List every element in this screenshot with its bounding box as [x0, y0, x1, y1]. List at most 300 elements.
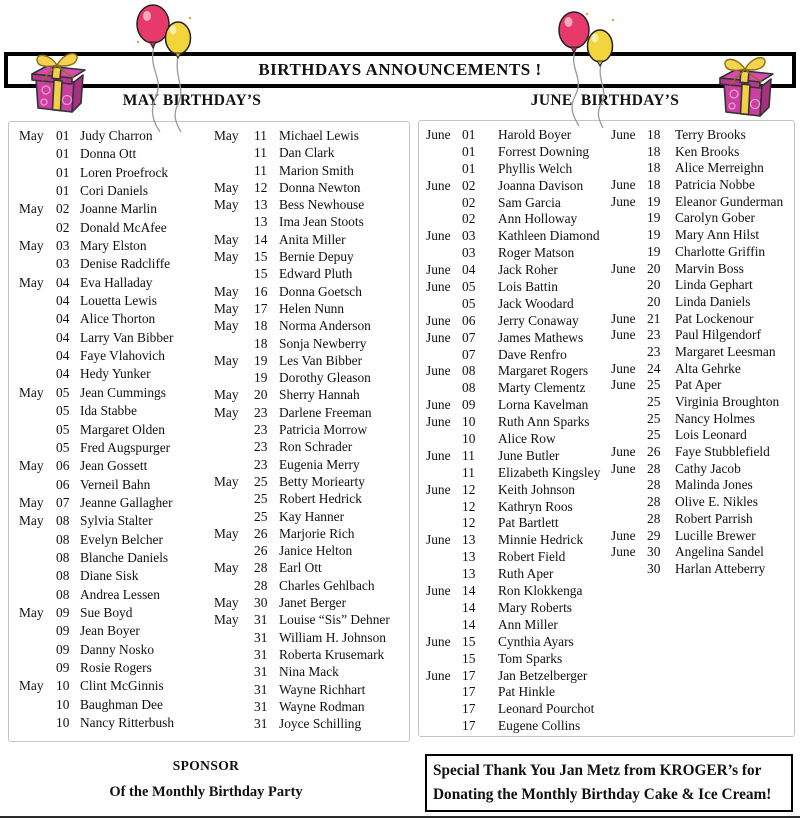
birthday-row — [19, 256, 211, 274]
day-number: 04 — [56, 274, 70, 290]
person-name: Eva Halladay — [80, 274, 153, 290]
month-label: May — [19, 458, 44, 474]
month-label: May — [19, 678, 44, 694]
person-name: Virginia Broughton — [675, 394, 780, 409]
person-name: Nina Mack — [279, 664, 339, 680]
day-number: 20 — [647, 293, 661, 309]
day-number: 04 — [56, 311, 70, 327]
month-label: June — [426, 127, 451, 142]
person-name: Jan Betzelberger — [498, 667, 588, 683]
birthday-row — [611, 144, 793, 161]
day-number: 18 — [254, 318, 268, 334]
person-name: Carolyn Gober — [675, 210, 755, 226]
day-number: 04 — [56, 348, 70, 364]
day-number: 28 — [647, 510, 661, 526]
birthday-row — [426, 144, 612, 161]
birthday-row — [611, 494, 793, 511]
birthday-row — [426, 245, 612, 262]
birthday-row — [611, 394, 793, 411]
birthday-row — [214, 284, 406, 301]
person-name: Donna Newton — [279, 179, 361, 195]
birthday-row — [611, 511, 793, 528]
month-label: June — [426, 329, 451, 345]
month-label: June — [611, 127, 636, 142]
month-label: June — [426, 279, 451, 295]
person-name: Janice Helton — [279, 543, 353, 559]
day-number: 12 — [462, 481, 476, 497]
birthday-row — [426, 634, 612, 651]
month-label: May — [19, 128, 44, 143]
birthday-row — [611, 277, 793, 294]
day-number: 02 — [462, 211, 476, 227]
month-label: May — [19, 384, 44, 400]
day-number: 30 — [647, 560, 661, 576]
month-label: June — [426, 481, 451, 497]
person-name: Harold Boyer — [498, 127, 572, 142]
birthday-row — [19, 568, 211, 586]
person-name: Charlotte Griffin — [675, 243, 766, 259]
sponsor-block — [8, 758, 404, 801]
day-number: 01 — [462, 127, 476, 142]
person-name: Blanche Daniels — [80, 549, 169, 565]
birthday-row — [426, 465, 612, 482]
person-name: Margaret Olden — [80, 421, 165, 437]
person-name: Ken Brooks — [675, 143, 740, 159]
day-number: 10 — [462, 414, 476, 430]
day-number: 14 — [462, 616, 476, 632]
day-number: 18 — [254, 335, 268, 351]
birthday-row — [214, 647, 406, 664]
person-name: Jack Woodard — [498, 295, 574, 311]
person-name: Alice Row — [498, 431, 556, 447]
person-name: Kay Hanner — [279, 508, 345, 524]
month-label: May — [214, 249, 239, 265]
person-name: Donald McAfee — [80, 219, 167, 235]
thank-you-line-1: Special Thank You Jan Metz from KROGER’s for — [433, 762, 762, 779]
birthday-row — [426, 515, 612, 532]
month-label: June — [426, 667, 451, 683]
birthday-row — [426, 279, 612, 296]
day-number: 25 — [647, 410, 661, 426]
birthday-row — [19, 311, 211, 329]
day-number: 02 — [56, 201, 70, 217]
birthday-row — [214, 180, 406, 197]
birthday-row — [19, 623, 211, 641]
birthday-row — [19, 550, 211, 568]
month-label: June — [426, 447, 451, 463]
day-number: 05 — [462, 295, 476, 311]
day-number: 31 — [254, 629, 268, 645]
birthday-row — [214, 699, 406, 716]
birthday-row — [19, 458, 211, 476]
month-label: June — [426, 633, 451, 649]
month-label: May — [214, 283, 239, 299]
birthday-row — [214, 301, 406, 318]
birthday-row — [214, 491, 406, 508]
day-number: 02 — [462, 194, 476, 210]
day-number: 26 — [254, 525, 268, 541]
person-name: Mary Roberts — [498, 599, 573, 615]
person-name: Roger Matson — [498, 245, 575, 261]
birthday-row — [19, 128, 211, 146]
birthday-row — [19, 660, 211, 678]
person-name: Jean Boyer — [80, 623, 140, 639]
person-name: Dave Renfro — [498, 346, 567, 362]
day-number: 24 — [647, 360, 661, 376]
month-label: June — [611, 544, 636, 560]
person-name: Alice Thorton — [80, 311, 156, 327]
month-label: May — [19, 494, 44, 510]
month-label: May — [19, 201, 44, 217]
day-number: 09 — [56, 623, 70, 639]
month-label: May — [214, 612, 239, 628]
announcement-banner — [4, 52, 796, 88]
month-label: June — [611, 327, 636, 343]
birthday-row — [214, 630, 406, 647]
day-number: 05 — [56, 421, 70, 437]
month-label: May — [214, 473, 239, 489]
day-number: 28 — [254, 577, 268, 593]
birthday-row — [426, 178, 612, 195]
day-number: 19 — [647, 210, 661, 226]
person-name: Loren Proefrock — [80, 164, 169, 180]
june-column-1 — [426, 127, 612, 735]
person-name: Kathleen Diamond — [498, 228, 600, 244]
person-name: Margaret Rogers — [498, 363, 589, 379]
birthday-row — [214, 145, 406, 162]
birthday-row — [426, 448, 612, 465]
birthday-row — [426, 347, 612, 364]
day-number: 17 — [254, 300, 268, 316]
day-number: 31 — [254, 612, 268, 628]
person-name: Larry Van Bibber — [80, 329, 174, 345]
person-name: Louise “Sis” Dehner — [279, 612, 390, 628]
birthday-row — [214, 543, 406, 560]
person-name: Leonard Pourchot — [498, 701, 595, 717]
birthday-row — [214, 526, 406, 543]
person-name: Alice Merreighn — [675, 160, 764, 176]
person-name: Eugene Collins — [498, 718, 581, 734]
birthday-row — [426, 363, 612, 380]
birthday-row — [19, 440, 211, 458]
day-number: 23 — [254, 439, 268, 455]
day-number: 03 — [462, 228, 476, 244]
person-name: Marjorie Rich — [279, 525, 355, 541]
person-name: Michael Lewis — [279, 128, 359, 143]
day-number: 15 — [462, 633, 476, 649]
day-number: 11 — [462, 447, 475, 463]
birthday-row — [426, 651, 612, 668]
month-label: June — [426, 177, 451, 193]
person-name: Wayne Rodman — [279, 698, 365, 714]
day-number: 23 — [647, 343, 661, 359]
birthday-row — [214, 595, 406, 612]
birthday-row — [611, 427, 793, 444]
birthday-row — [426, 161, 612, 178]
day-number: 13 — [462, 566, 476, 582]
person-name: Donna Goetsch — [279, 283, 362, 299]
birthday-row — [611, 261, 793, 278]
person-name: Evelyn Belcher — [80, 531, 163, 547]
may-heading: MAY BIRTHDAY’S — [122, 92, 262, 109]
birthday-row — [214, 197, 406, 214]
day-number: 07 — [462, 346, 476, 362]
day-number: 31 — [254, 698, 268, 714]
person-name: Robert Parrish — [675, 510, 753, 526]
birthday-row — [214, 266, 406, 283]
day-number: 25 — [254, 508, 268, 524]
day-number: 05 — [56, 384, 70, 400]
person-name: Rosie Rogers — [80, 659, 152, 675]
birthday-row — [611, 528, 793, 545]
person-name: Angelina Sandel — [675, 544, 764, 560]
person-name: Marty Clementz — [498, 380, 586, 396]
person-name: Elizabeth Kingsley — [498, 464, 601, 480]
birthday-row — [426, 684, 612, 701]
person-name: Roberta Krusemark — [279, 646, 385, 662]
person-name: Andrea Lessen — [80, 586, 160, 602]
month-label: June — [426, 532, 451, 548]
birthday-row — [19, 348, 211, 366]
person-name: Verneil Bahn — [80, 476, 151, 492]
birthday-row — [214, 232, 406, 249]
day-number: 13 — [462, 549, 476, 565]
day-number: 03 — [56, 256, 70, 272]
day-number: 08 — [56, 586, 70, 602]
month-label: May — [19, 604, 44, 620]
day-number: 29 — [647, 527, 661, 543]
birthday-row — [214, 439, 406, 456]
person-name: Patricia Nobbe — [675, 177, 755, 193]
person-name: Jerry Conaway — [498, 312, 579, 328]
person-name: Edward Pluth — [279, 266, 353, 282]
person-name: Sue Boyd — [80, 604, 133, 620]
birthday-row — [611, 561, 793, 578]
birthday-row — [426, 127, 612, 144]
birthday-row — [426, 617, 612, 634]
day-number: 28 — [647, 494, 661, 510]
birthday-row — [611, 544, 793, 561]
person-name: Forrest Downing — [498, 143, 590, 159]
month-label: May — [214, 128, 239, 143]
month-label: May — [214, 404, 239, 420]
person-name: Linda Daniels — [675, 293, 751, 309]
person-name: Ruth Ann Sparks — [498, 414, 590, 430]
person-name: Olive E. Nikles — [675, 494, 758, 510]
birthday-row — [19, 366, 211, 384]
person-name: Earl Ott — [279, 560, 322, 576]
day-number: 31 — [254, 716, 268, 732]
person-name: Joanna Davison — [498, 177, 584, 193]
birthday-row — [19, 642, 211, 660]
day-number: 10 — [56, 696, 70, 712]
day-number: 10 — [56, 715, 70, 730]
day-number: 04 — [56, 329, 70, 345]
birthday-row — [214, 422, 406, 439]
birthday-row — [19, 678, 211, 696]
birthday-row — [19, 201, 211, 219]
month-label: June — [426, 312, 451, 328]
may-column-2 — [214, 128, 406, 733]
person-name: Margaret Leesman — [675, 343, 776, 359]
birthday-row — [214, 612, 406, 629]
birthday-row — [214, 163, 406, 180]
month-label: May — [19, 513, 44, 529]
day-number: 04 — [56, 293, 70, 309]
birthday-row — [19, 513, 211, 531]
day-number: 15 — [254, 249, 268, 265]
birthday-row — [426, 195, 612, 212]
person-name: Jack Roher — [498, 262, 558, 278]
day-number: 05 — [56, 439, 70, 455]
month-label: May — [214, 387, 239, 403]
birthday-row — [426, 718, 612, 735]
day-number: 14 — [462, 599, 476, 615]
birthday-row — [19, 697, 211, 715]
may-column-1 — [19, 128, 211, 733]
birthday-row — [426, 431, 612, 448]
birthday-row — [19, 146, 211, 164]
thank-you-line-2: Donating the Monthly Birthday Cake & Ice Cream! — [433, 786, 772, 803]
person-name: Faye Vlahovich — [80, 348, 165, 364]
birthday-row — [214, 509, 406, 526]
day-number: 28 — [254, 560, 268, 576]
banner-title: BIRTHDAYS ANNOUNCEMENTS ! — [258, 60, 542, 79]
day-number: 01 — [56, 183, 70, 199]
person-name: Pat Lockenour — [675, 310, 754, 326]
person-name: Lucille Brewer — [675, 527, 756, 543]
person-name: Paul Hilgendorf — [675, 327, 761, 343]
birthday-row — [426, 668, 612, 685]
person-name: Phyllis Welch — [498, 160, 573, 176]
birthday-row — [19, 495, 211, 513]
birthday-row — [19, 165, 211, 183]
birthday-row — [426, 313, 612, 330]
day-number: 13 — [462, 532, 476, 548]
birthday-row — [19, 715, 211, 733]
sponsor-title: SPONSOR — [172, 758, 240, 773]
birthday-row — [426, 330, 612, 347]
day-number: 28 — [647, 477, 661, 493]
birthday-row — [611, 177, 793, 194]
birthday-row — [611, 477, 793, 494]
day-number: 08 — [56, 549, 70, 565]
birthday-row — [611, 210, 793, 227]
day-number: 23 — [254, 456, 268, 472]
birthday-row — [214, 128, 406, 145]
birthday-row — [426, 583, 612, 600]
day-number: 09 — [462, 397, 476, 413]
month-label: May — [19, 274, 44, 290]
person-name: Mary Elston — [80, 238, 147, 254]
birthday-row — [611, 160, 793, 177]
person-name: Bess Newhouse — [279, 197, 365, 213]
birthday-row — [426, 482, 612, 499]
person-name: Pat Hinkle — [498, 684, 555, 700]
birthday-row — [19, 275, 211, 293]
birthday-row — [214, 387, 406, 404]
birthday-row — [611, 294, 793, 311]
birthday-row — [611, 311, 793, 328]
birthday-row — [214, 560, 406, 577]
sponsor-subtitle: Of the Monthly Birthday Party — [109, 784, 303, 800]
birthday-row — [214, 457, 406, 474]
day-number: 11 — [254, 128, 267, 143]
day-number: 02 — [56, 219, 70, 235]
day-number: 15 — [254, 266, 268, 282]
person-name: Harlan Atteberry — [675, 560, 766, 576]
person-name: Kathryn Roos — [498, 498, 573, 514]
day-number: 03 — [56, 238, 70, 254]
person-name: Joyce Schilling — [279, 716, 362, 732]
person-name: Alta Gehrke — [675, 360, 741, 376]
person-name: Ruth Aper — [498, 566, 554, 582]
day-number: 25 — [254, 491, 268, 507]
birthday-row — [426, 296, 612, 313]
month-label: June — [426, 228, 451, 244]
day-number: 19 — [254, 370, 268, 386]
birthday-row — [214, 682, 406, 699]
month-label: May — [214, 595, 239, 611]
day-number: 02 — [462, 177, 476, 193]
month-label: June — [611, 444, 636, 460]
day-number: 16 — [254, 283, 268, 299]
day-number: 19 — [647, 227, 661, 243]
day-number: 23 — [254, 404, 268, 420]
birthday-row — [611, 444, 793, 461]
birthday-row — [611, 344, 793, 361]
person-name: Ann Holloway — [498, 211, 578, 227]
birthday-row — [214, 474, 406, 491]
birthday-row — [19, 330, 211, 348]
day-number: 06 — [462, 312, 476, 328]
month-label: May — [214, 352, 239, 368]
day-number: 07 — [56, 494, 70, 510]
day-number: 01 — [462, 160, 476, 176]
person-name: Norma Anderson — [279, 318, 371, 334]
day-number: 01 — [56, 146, 70, 162]
birthday-row — [19, 477, 211, 495]
person-name: Clint McGinnis — [80, 678, 164, 694]
person-name: Janet Berger — [279, 595, 347, 611]
birthday-row — [611, 127, 793, 144]
person-name: Ima Jean Stoots — [279, 214, 364, 230]
day-number: 25 — [254, 473, 268, 489]
birthday-row — [426, 566, 612, 583]
person-name: Pat Bartlett — [498, 515, 559, 531]
person-name: Ann Miller — [498, 616, 558, 632]
birthday-row — [214, 370, 406, 387]
day-number: 09 — [56, 641, 70, 657]
month-label: June — [426, 262, 451, 278]
person-name: Eugenia Merry — [279, 456, 360, 472]
day-number: 20 — [254, 387, 268, 403]
birthday-row — [426, 499, 612, 516]
person-name: William H. Johnson — [279, 629, 386, 645]
birthday-row — [611, 194, 793, 211]
birthday-row — [19, 183, 211, 201]
day-number: 18 — [647, 143, 661, 159]
month-label: June — [426, 397, 451, 413]
day-number: 26 — [647, 444, 661, 460]
day-number: 03 — [462, 245, 476, 261]
day-number: 12 — [254, 179, 268, 195]
day-number: 12 — [462, 498, 476, 514]
day-number: 30 — [647, 544, 661, 560]
day-number: 25 — [647, 427, 661, 443]
day-number: 08 — [56, 513, 70, 529]
day-number: 23 — [254, 422, 268, 438]
